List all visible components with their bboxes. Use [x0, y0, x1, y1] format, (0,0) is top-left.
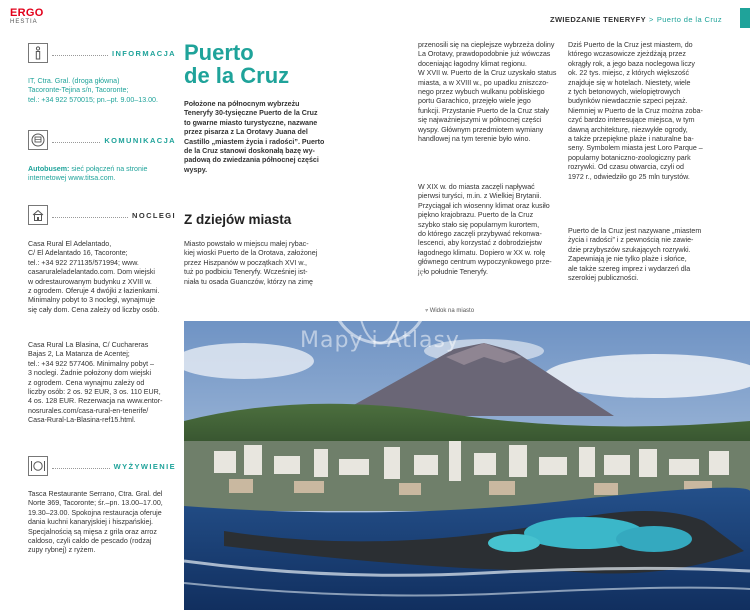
plate-cutlery-icon: [28, 456, 48, 476]
lead-line: de la Cruz stanowi doskonałą bazę wy-: [184, 147, 315, 156]
wyzywienie-line: Specjalnością są mięsa z grila oraz arroz: [28, 527, 157, 536]
body-line: a także przepiękne plaże i naturalne ba-: [568, 135, 694, 144]
body-line: Przyciągał ich wiosenny klimat oraz kusiło: [418, 201, 550, 210]
watermark-text: Mapy i Atlasy: [300, 328, 460, 353]
body-line: funkcji. Przystanie Puerto de la Cruz stały: [418, 106, 549, 115]
info-line: tel.: +34 922 570015; pn.–pt. 9.00–13.00.: [28, 95, 158, 104]
info-icon: [28, 43, 48, 63]
noclegi-line: Casa-Rural-La-Blasina-ref15.html.: [28, 416, 136, 425]
title-line: de la Cruz: [184, 63, 290, 88]
noclegi-header: [28, 205, 176, 227]
history-paragraph: [184, 240, 339, 287]
city-aerial-photo: [184, 321, 750, 610]
body-line: piękno krajobrazu. Puerto de la Cruz: [418, 211, 534, 220]
body-line: lescenci, aby korzystać z dobrodziejstw: [418, 239, 542, 248]
lead-paragraph: [184, 100, 334, 175]
body-line: nego przez wybuch wulkanu pobliskiego: [418, 88, 545, 97]
body-line: 1972 r., odwiedziło go 25 mln turystów.: [568, 172, 690, 181]
info-line: IT, Ctra. Gral. (droga główna): [28, 77, 120, 85]
info-heading: INFORMACJA: [108, 49, 176, 58]
body-line: Puerto de la Cruz jest nazywane „miastem: [568, 227, 702, 235]
house-icon: [28, 205, 48, 225]
komunikacja-line: internetowej www.titsa.com.: [28, 174, 116, 183]
wyzywienie-line: Norte 369, Tacoronte; śr.–pn. 13.00–17.00,: [28, 499, 163, 508]
komunikacja-line: sieć połączeń na stronie: [69, 165, 148, 173]
section-heading: Z dziejów miasta: [184, 212, 292, 227]
page-title: [184, 41, 289, 87]
body-line: okrągły rok, a jego baza noclegowa liczy: [568, 59, 695, 68]
page-tab-marker: [740, 8, 750, 28]
breadcrumb-separator: >: [649, 15, 654, 24]
body-line: łagodnego klimatu. Dopiero w XX w. rolę: [418, 248, 546, 257]
body-line: głównego centrum wypoczynkowego prze-: [418, 258, 552, 267]
body-line: kiej wioski Puerto de la Orotava, założonej: [184, 249, 318, 258]
body-line: wyspy. Głównym przedmiotem wymiany: [418, 125, 544, 134]
body-line: tuż po podbiciu Teneryfy. Wcześniej ist-: [184, 268, 308, 277]
body-line: Dziś Puerto de la Cruz jest miastem, do: [568, 41, 693, 49]
body-line: dawną architekturę, niezwykłe ogrody,: [568, 125, 688, 134]
body-line: przez Hiszpanów w początkach XVI w.,: [184, 258, 308, 267]
info-header: [28, 43, 176, 65]
body-line: seny. Symbolem miasta jest Loro Parque –: [568, 144, 703, 153]
body-line: ale także szereg imprez i wydarzeń dla: [568, 264, 691, 273]
noclegi-line: w odrestaurowanym budynku z XVIII w.: [28, 277, 152, 286]
lead-line: padową do zwiedzania północnej części: [184, 156, 319, 165]
column-4-paragraph-1: [568, 41, 718, 182]
wyzywienie-text: [28, 490, 176, 556]
noclegi-line: z ogrodem. Oferuje 4 dwójki z łazienkami.: [28, 287, 160, 296]
noclegi-line: Bajas 2, La Matanza de Acentej;: [28, 350, 130, 359]
noclegi-line: Casa Rural La Blasina, C/ Cuchareras: [28, 341, 149, 349]
body-line: popularny botaniczno-zoologiczny park: [568, 153, 691, 162]
body-line: handlowej na tym terenie było wino.: [418, 135, 531, 144]
wyzywienie-line: 19.30–23.00. Spokojna restauracja oferuje: [28, 508, 162, 517]
column-3-paragraph-2: [418, 183, 568, 277]
body-line: ok. 22 tys. miejsc, z których większość: [568, 69, 690, 78]
wyzywienie-heading: WYŻYWIENIE: [110, 462, 176, 471]
body-line: z tych betonowych, wielopiętrowych: [568, 88, 681, 97]
info-line: Tacoronte-Tejina s/n, Tacoronte;: [28, 86, 129, 95]
komunikacja-label: Autobusem:: [28, 165, 70, 173]
noclegi-line: się cały dom. Cena zależy od liczby osób.: [28, 305, 160, 314]
body-line: do którego zaczęli przybywać rekonwa-: [418, 230, 542, 239]
lead-line: Położone na północnym wybrzeżu: [184, 100, 300, 108]
info-text: [28, 77, 176, 105]
body-line: dzie przybyszów szukających rozrywki.: [568, 245, 691, 254]
body-line: Niemniej w Puerto de la Cruz można zoba-: [568, 106, 703, 115]
body-line: szerokiej publiczności.: [568, 274, 639, 283]
wyzywienie-line: Tasca Restaurante Serrano, Ctra. Gral. del: [28, 490, 163, 498]
wyzywienie-line: dania kuchni kanaryjskiej i hiszpańskiej.: [28, 518, 153, 527]
body-line: życia i radości” i z pewnością nie zawie-: [568, 236, 694, 245]
body-line: znajduje się w hotelach. Niestety, wiele: [568, 78, 691, 87]
wyzywienie-line: caldoso, czyli caldo de pescado (rodzaj: [28, 537, 152, 546]
body-line: doceniając łagodny klimat regionu.: [418, 59, 527, 68]
komunikacja-header: [28, 130, 176, 152]
noclegi-line: z ogrodem. Cena wynajmu zależy od: [28, 378, 145, 387]
lead-line: to gwarne miasto turystyczne, nazwane: [184, 118, 318, 127]
title-line: Puerto: [184, 40, 254, 65]
lead-line: wyspy.: [184, 165, 208, 174]
komunikacja-text: [28, 165, 176, 184]
body-line: którego wczasowicze zjeżdżają przez: [568, 50, 686, 59]
wyzywienie-header: [28, 456, 176, 478]
body-line: szybko stało się popularnym kurortem,: [418, 220, 540, 229]
noclegi-line: Minimalny pobyt to 3 noclegi, wynajmuje: [28, 296, 155, 305]
bus-icon: [28, 130, 48, 150]
noclegi-line: Casa Rural El Adelantado,: [28, 240, 112, 248]
body-line: Miasto powstało w miejscu małej rybac-: [184, 240, 309, 248]
wyzywienie-line: zupy rybnej) z ryżem.: [28, 546, 96, 555]
body-line: Zapewniają je nie tylko plaże i słońce,: [568, 255, 687, 264]
body-line: miasta, a w XVIII w., po upadku zniszczo-: [418, 78, 549, 87]
body-line: pierwsi turyści, m.in. z Wielkiej Brytanii.: [418, 192, 542, 201]
photo-caption: [425, 307, 474, 314]
body-line: czyć bardzo interesujące miejsca, w tym: [568, 116, 695, 125]
noclegi-line: 3 noclegi. Żadnie położony dom wiejski: [28, 369, 152, 378]
komunikacja-heading: KOMUNIKACJA: [100, 136, 176, 145]
breadcrumb-current: Puerto de la Cruz: [656, 15, 722, 24]
lead-line: Castillo „miastem życia i radości”. Puerto: [184, 137, 325, 146]
noclegi-line: C/ El Adelantado 16, Tacoronte;: [28, 249, 128, 258]
noclegi-line: nosrurales.com/casa-rural-en-tenerife/: [28, 406, 149, 415]
noclegi-heading: NOCLEGI: [128, 211, 176, 220]
body-line: La Orotavy, prawdopodobnie już wówczas: [418, 50, 551, 59]
breadcrumb-section: ZWIEDZANIE TENERYFY: [549, 15, 647, 24]
body-line: przenosili się na cieplejsze wybrzeża doliny: [418, 41, 555, 49]
body-line: budynków niewdacznie szpeci pejzaż.: [568, 97, 688, 106]
noclegi-line: liczby osób: 2 os. 92 EUR, 3 os. 110 EUR,: [28, 388, 161, 397]
noclegi-line: tel.: +34 922 577406. Minimalny pobyt –: [28, 359, 154, 368]
body-line: się najważniejszymi w północnej części: [418, 116, 542, 125]
logo-top-text: ERGO: [10, 7, 44, 19]
noclegi-line: 4 os. 128 EUR. Rezerwacja na www.entor-: [28, 397, 163, 406]
body-line: niała tu osada Guanczów, którzy na zimę: [184, 277, 313, 286]
ergo-hestia-logo: [10, 8, 60, 26]
column-4-paragraph-2: [568, 227, 718, 283]
logo-bottom-text: HESTIA: [10, 19, 38, 25]
lead-line: przez pisarza z La Orotavy Juana del: [184, 128, 308, 137]
noclegi-line: casaruraleladelantado.com. Dom wiejski: [28, 268, 155, 277]
body-line: jęło południe Teneryfy.: [418, 267, 488, 276]
noclegi-text-2: [28, 341, 176, 426]
lead-line: Teneryfy 30-tysięczne Puerto de la Cruz: [184, 109, 318, 118]
body-line: W XVII w. Puerto de la Cruz uzyskało status: [418, 69, 557, 78]
body-line: rozrywki. Od czasu otwarcia, czyli od: [568, 163, 684, 172]
column-3-paragraph-1: [418, 41, 568, 144]
body-line: portu Garachico, przejęło wiele jego: [418, 97, 531, 106]
breadcrumb: [550, 15, 722, 24]
caption-arrow-icon: ▾: [425, 308, 430, 314]
noclegi-line: tel.: +34 922 271135/571994; www.: [28, 258, 139, 267]
noclegi-text-1: [28, 240, 176, 315]
caption-text: Widok na miasto: [429, 308, 475, 314]
body-line: W XIX w. do miasta zaczęli napływać: [418, 183, 535, 191]
